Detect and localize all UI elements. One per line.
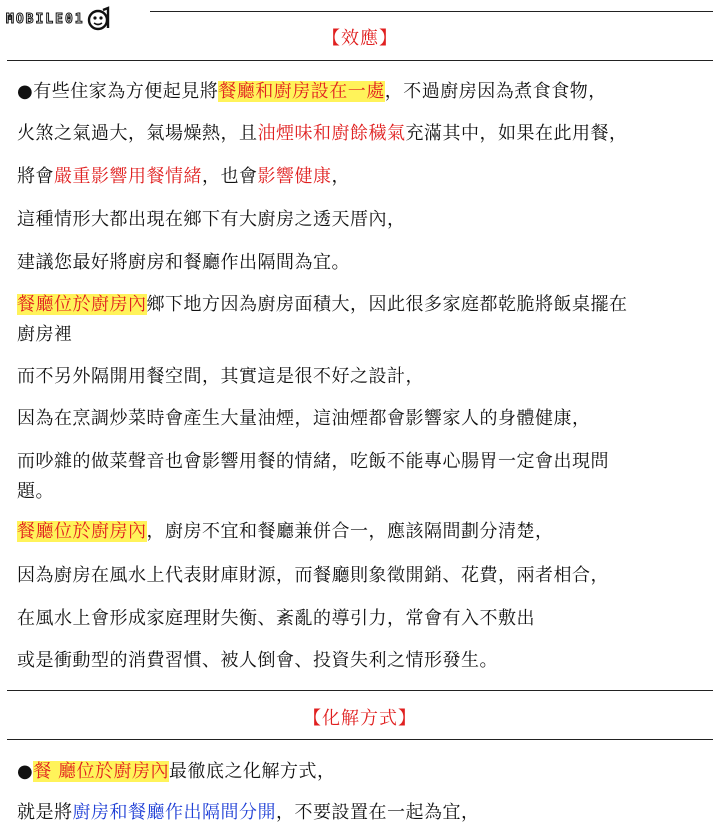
emphasis-text: 廚房和餐廳作出隔間分開: [72, 802, 276, 823]
effect-line-4: 這種情形大都出現在鄉下有大廚房之透天厝內，: [17, 209, 406, 230]
effect-line-13: 或是衝動型的消費習慣、被人倒會、投資失利之情形發生。: [17, 650, 498, 671]
section-title-effect: 【效應】: [322, 28, 398, 49]
highlight-text: 餐廳和廚房設在一處: [218, 81, 385, 102]
effect-line-11: 因為廚房在風水上代表財庫財源，而餐廳則象徵開銷、花費，兩者相合，: [17, 565, 609, 586]
effect-line-8: 因為在烹調炒菜時會產生大量油煙，這油煙都會影響家人的身體健康，: [17, 408, 591, 429]
top-divider: [150, 11, 713, 12]
effect-line-9: 而吵雜的做菜聲音也會影響用餐的情緒，吃飯不能專心腸胃一定會出現問 題。: [17, 451, 609, 502]
emphasis-text: 嚴重影響用餐情緒: [54, 166, 202, 187]
section1-divider: [7, 60, 713, 61]
emphasis-text: 影響健康: [257, 166, 332, 187]
effect-line-5: 建議您最好將廚房和餐廳作出隔間為宜。: [17, 252, 350, 273]
effect-line-3: 將會嚴重影響用餐情緒，也會影響健康，: [17, 166, 350, 187]
logo-text: MOBILE01: [6, 11, 85, 27]
highlight-text: 餐廳位於廚房內: [17, 294, 147, 315]
highlight-text: 餐 廳位於廚房內: [33, 761, 169, 782]
section2-top-divider: [7, 690, 713, 691]
section2-divider: [7, 739, 713, 740]
effect-line-10: 餐廳位於廚房內，廚房不宜和餐廳兼併合一，應該隔間劃分清楚，: [17, 521, 554, 542]
emphasis-text: 油煙味和廚餘穢氣: [257, 123, 406, 144]
remedy-line-1: ●餐 廳位於廚房內最徹底之化解方式，: [17, 761, 336, 782]
highlight-text: 餐廳位於廚房內: [17, 521, 147, 542]
bullet-icon: ●: [17, 81, 34, 102]
remedy-line-2: 就是將廚房和餐廳作出隔間分開，不要設置在一起為宜，: [17, 802, 480, 823]
bullet-icon: ●: [17, 761, 34, 782]
effect-line-1: ●有些住家為方便起見將餐廳和廚房設在一處，不過廚房因為煮食食物，: [17, 81, 607, 102]
section-title-remedy: 【化解方式】: [303, 708, 417, 729]
effect-line-7: 而不另外隔開用餐空間，其實這是很不好之設計，: [17, 366, 424, 387]
effect-line-12: 在風水上會形成家庭理財失衡、紊亂的導引力，常會有入不敷出: [17, 608, 535, 629]
effect-line-2: 火煞之氣過大，氣場燥熱，且油煙味和廚餘穢氣充滿其中，如果在此用餐，: [17, 123, 628, 144]
effect-line-6: 餐廳位於廚房內鄉下地方因為廚房面積大，因此很多家庭都乾脆將飯桌擺在 廚房裡: [17, 294, 628, 345]
